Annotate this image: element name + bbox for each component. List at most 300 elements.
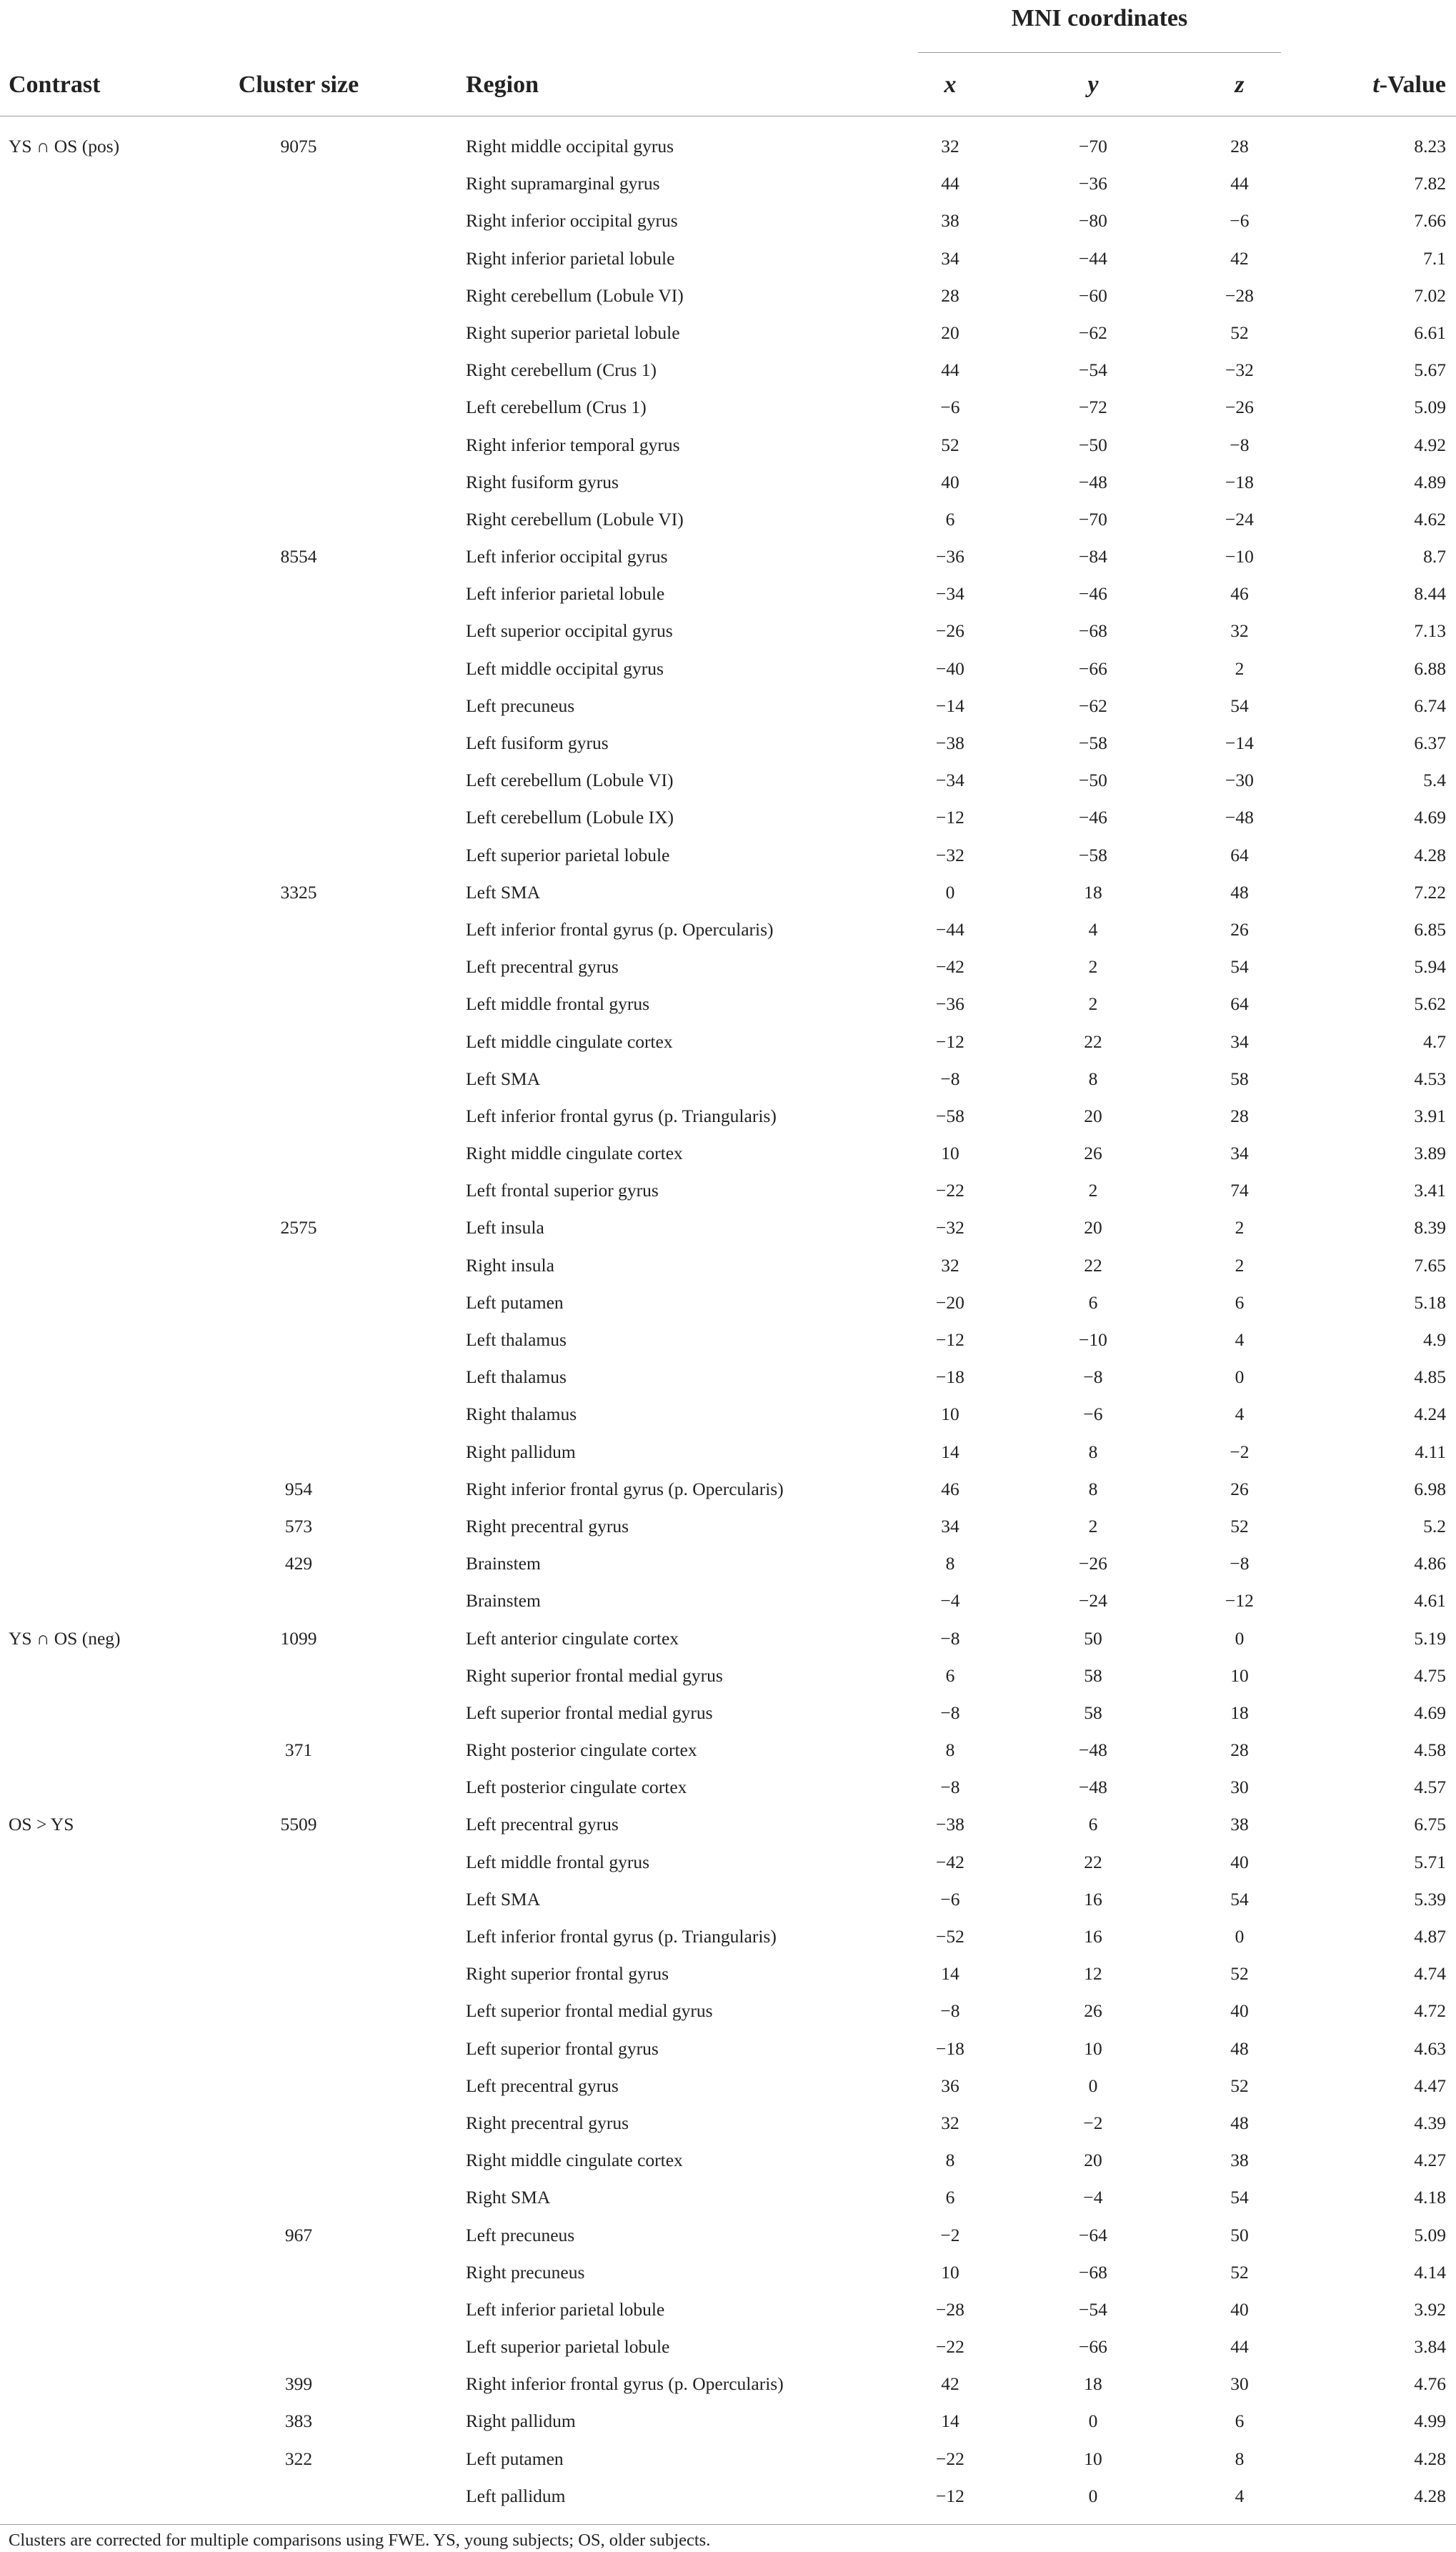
y-coordinate-cell: 0 bbox=[1088, 2485, 1098, 2506]
x-coordinate-cell: 28 bbox=[941, 284, 959, 306]
t-value-cell: 4.53 bbox=[1414, 1068, 1446, 1089]
cluster-size-cell: 967 bbox=[284, 2224, 313, 2245]
region-cell: Left cerebellum (Lobule VI) bbox=[466, 770, 674, 791]
z-coordinate-cell: 28 bbox=[1230, 1105, 1249, 1126]
z-coordinate-cell: 28 bbox=[1230, 136, 1249, 157]
region-cell: Left precuneus bbox=[466, 695, 575, 716]
y-coordinate-cell: 2 bbox=[1088, 1180, 1098, 1201]
y-coordinate-cell: 20 bbox=[1084, 1105, 1102, 1126]
t-value-cell: 3.84 bbox=[1414, 2336, 1446, 2358]
table-row bbox=[0, 472, 1456, 509]
table-row bbox=[0, 2000, 1456, 2037]
y-coordinate-cell: 8 bbox=[1088, 1068, 1098, 1089]
y-coordinate-cell: −46 bbox=[1079, 807, 1107, 828]
t-value-cell: 6.85 bbox=[1414, 918, 1446, 940]
table-row bbox=[0, 509, 1456, 546]
y-coordinate-cell: 26 bbox=[1084, 2000, 1102, 2022]
t-value-cell: 8.44 bbox=[1414, 583, 1446, 605]
table-row bbox=[0, 1963, 1456, 2000]
y-coordinate-cell: −58 bbox=[1079, 844, 1107, 865]
x-coordinate-cell: 32 bbox=[941, 136, 959, 157]
t-value-cell: 7.02 bbox=[1414, 284, 1446, 306]
z-coordinate-cell: 42 bbox=[1230, 247, 1249, 269]
t-value-cell: 4.28 bbox=[1414, 844, 1446, 865]
y-coordinate-cell: −36 bbox=[1079, 173, 1107, 194]
x-coordinate-cell: −18 bbox=[936, 1366, 964, 1388]
x-coordinate-cell: 52 bbox=[941, 434, 959, 455]
t-value-cell: 4.14 bbox=[1414, 2261, 1446, 2283]
t-value-cell: 4.99 bbox=[1414, 2411, 1446, 2432]
t-value-cell: 6.88 bbox=[1414, 657, 1446, 679]
table-row bbox=[0, 1329, 1456, 1366]
y-coordinate-cell: 10 bbox=[1084, 2037, 1102, 2059]
header-region: Region bbox=[466, 71, 539, 98]
t-value-cell: 4.72 bbox=[1414, 2000, 1446, 2022]
t-value-cell: 5.71 bbox=[1414, 1851, 1446, 1872]
region-cell: Left anterior cingulate cortex bbox=[466, 1627, 679, 1649]
table-row bbox=[0, 1031, 1456, 1068]
x-coordinate-cell: 46 bbox=[941, 1478, 959, 1499]
z-coordinate-cell: 28 bbox=[1230, 1739, 1249, 1761]
t-value-cell: 7.82 bbox=[1414, 173, 1446, 194]
table-row bbox=[0, 1143, 1456, 1180]
x-coordinate-cell: 8 bbox=[945, 1739, 955, 1761]
x-coordinate-cell: −8 bbox=[940, 1702, 960, 1723]
y-coordinate-cell: −48 bbox=[1079, 1739, 1107, 1761]
mni-group-rule bbox=[918, 52, 1281, 53]
t-value-cell: 4.61 bbox=[1414, 1590, 1446, 1612]
y-coordinate-cell: −48 bbox=[1079, 1777, 1107, 1798]
z-coordinate-cell: 44 bbox=[1230, 2336, 1249, 2358]
t-value-cell: 4.75 bbox=[1414, 1664, 1446, 1686]
y-coordinate-cell: −80 bbox=[1079, 210, 1107, 232]
table-row bbox=[0, 173, 1456, 210]
region-cell: Right inferior occipital gyrus bbox=[466, 210, 678, 232]
region-cell: Left thalamus bbox=[466, 1366, 567, 1388]
z-coordinate-cell: 4 bbox=[1235, 2485, 1245, 2506]
table-row bbox=[0, 1852, 1456, 1889]
x-coordinate-cell: −42 bbox=[936, 956, 964, 978]
x-coordinate-cell: −36 bbox=[936, 993, 964, 1015]
region-cell: Left middle frontal gyrus bbox=[466, 993, 650, 1015]
x-coordinate-cell: 10 bbox=[941, 1143, 959, 1164]
t-value-cell: 4.85 bbox=[1414, 1366, 1446, 1388]
table-row bbox=[0, 845, 1456, 882]
table-body bbox=[0, 136, 1456, 2523]
table-row bbox=[0, 2336, 1456, 2373]
x-coordinate-cell: −12 bbox=[936, 1329, 964, 1350]
y-coordinate-cell: 50 bbox=[1084, 1627, 1102, 1649]
z-coordinate-cell: 38 bbox=[1230, 1814, 1249, 1835]
table-row bbox=[0, 583, 1456, 620]
x-coordinate-cell: 32 bbox=[941, 2112, 959, 2133]
region-cell: Left putamen bbox=[466, 1291, 564, 1313]
header-y bbox=[1022, 71, 1165, 99]
region-cell: Right superior frontal medial gyrus bbox=[466, 1664, 723, 1686]
y-coordinate-cell: −26 bbox=[1079, 1553, 1107, 1574]
x-coordinate-cell: −28 bbox=[936, 2298, 964, 2320]
region-cell: Left superior frontal gyrus bbox=[466, 2037, 659, 2059]
t-value-cell: 4.89 bbox=[1414, 471, 1446, 492]
z-coordinate-cell: 34 bbox=[1230, 1031, 1249, 1052]
region-cell: Left inferior parietal lobule bbox=[466, 2298, 665, 2320]
x-coordinate-cell: −22 bbox=[936, 2336, 964, 2358]
region-cell: Right middle cingulate cortex bbox=[466, 2150, 683, 2171]
y-coordinate-cell: −48 bbox=[1079, 471, 1107, 492]
z-coordinate-cell: 52 bbox=[1230, 2261, 1249, 2283]
contrast-cell: YS ∩ OS (neg) bbox=[9, 1627, 121, 1649]
z-coordinate-cell: 4 bbox=[1235, 1329, 1245, 1350]
region-cell: Left superior frontal medial gyrus bbox=[466, 1702, 713, 1723]
t-value-cell: 5.19 bbox=[1414, 1627, 1446, 1649]
y-coordinate-cell: −50 bbox=[1079, 770, 1107, 791]
table-row bbox=[0, 2150, 1456, 2187]
region-cell: Right cerebellum (Crus 1) bbox=[466, 359, 657, 381]
x-coordinate-cell: −14 bbox=[936, 695, 964, 716]
x-coordinate-cell: −2 bbox=[940, 2224, 960, 2245]
t-value-cell: 4.92 bbox=[1414, 434, 1446, 455]
z-coordinate-cell: 74 bbox=[1230, 1180, 1249, 1201]
x-coordinate-cell: 36 bbox=[941, 2075, 959, 2096]
region-cell: Left middle occipital gyrus bbox=[466, 657, 664, 679]
x-coordinate-cell: −32 bbox=[936, 1217, 964, 1238]
z-coordinate-cell: −24 bbox=[1225, 508, 1254, 530]
z-coordinate-cell: 2 bbox=[1235, 1217, 1245, 1238]
x-coordinate-cell: 34 bbox=[941, 1515, 959, 1536]
y-coordinate-cell: 10 bbox=[1084, 2448, 1102, 2469]
region-cell: Left superior parietal lobule bbox=[466, 844, 670, 865]
t-value-cell: 4.28 bbox=[1414, 2448, 1446, 2469]
y-coordinate-cell: −60 bbox=[1079, 284, 1107, 306]
region-cell: Left middle frontal gyrus bbox=[466, 1851, 650, 1872]
y-coordinate-cell: −44 bbox=[1079, 247, 1107, 269]
z-coordinate-cell: 6 bbox=[1235, 1291, 1245, 1313]
footer-rule bbox=[0, 2524, 1456, 2525]
region-cell: Right posterior cingulate cortex bbox=[466, 1739, 697, 1761]
x-coordinate-cell: 14 bbox=[941, 2411, 959, 2432]
z-coordinate-cell: 52 bbox=[1230, 1515, 1249, 1536]
y-coordinate-cell: 0 bbox=[1088, 2411, 1098, 2432]
table-row bbox=[0, 2411, 1456, 2448]
y-coordinate-cell: 58 bbox=[1084, 1702, 1102, 1723]
region-cell: Left frontal superior gyrus bbox=[466, 1180, 659, 1201]
header-contrast: Contrast bbox=[9, 71, 101, 98]
t-value-cell: 4.69 bbox=[1414, 1702, 1446, 1723]
region-cell: Right superior frontal gyrus bbox=[466, 1963, 669, 1985]
table-row bbox=[0, 1926, 1456, 1963]
table-row bbox=[0, 956, 1456, 993]
t-value-cell: 6.98 bbox=[1414, 1478, 1446, 1499]
t-value-cell: 4.47 bbox=[1414, 2075, 1446, 2096]
cluster-size-cell: 573 bbox=[284, 1515, 313, 1536]
y-coordinate-cell: −2 bbox=[1083, 2112, 1103, 2133]
x-coordinate-cell: −22 bbox=[936, 2448, 964, 2469]
region-cell: Right cerebellum (Lobule VI) bbox=[466, 284, 684, 306]
region-cell: Left inferior frontal gyrus (p. Triangularis) bbox=[466, 1926, 777, 1947]
y-coordinate-cell: 2 bbox=[1088, 956, 1098, 978]
region-cell: Right thalamus bbox=[466, 1404, 577, 1425]
z-coordinate-cell: −28 bbox=[1225, 284, 1254, 306]
x-coordinate-cell: −42 bbox=[936, 1851, 964, 1872]
region-cell: Left pallidum bbox=[466, 2485, 566, 2506]
table-row bbox=[0, 1106, 1456, 1143]
t-value-cell: 5.09 bbox=[1414, 2224, 1446, 2245]
region-cell: Left middle cingulate cortex bbox=[466, 1031, 673, 1052]
z-coordinate-cell: −30 bbox=[1225, 770, 1254, 791]
header-x bbox=[879, 71, 1022, 99]
region-cell: Right supramarginal gyrus bbox=[466, 173, 660, 194]
table-row bbox=[0, 1777, 1456, 1814]
cluster-size-cell: 5509 bbox=[280, 1814, 317, 1835]
t-value-cell: 5.39 bbox=[1414, 1888, 1446, 1910]
cluster-size-cell: 399 bbox=[284, 2373, 313, 2395]
cluster-size-cell: 9075 bbox=[280, 136, 317, 157]
table-row bbox=[0, 546, 1456, 583]
z-coordinate-cell: 48 bbox=[1230, 881, 1249, 903]
x-coordinate-cell: −4 bbox=[940, 1590, 960, 1612]
table-row bbox=[0, 1441, 1456, 1479]
x-coordinate-cell: −32 bbox=[936, 844, 964, 865]
y-coordinate-cell: −50 bbox=[1079, 434, 1107, 455]
t-value-cell: 4.24 bbox=[1414, 1404, 1446, 1425]
y-coordinate-cell: −66 bbox=[1079, 657, 1107, 679]
table-row bbox=[0, 1068, 1456, 1106]
y-coordinate-cell: 12 bbox=[1084, 1963, 1102, 1985]
t-value-cell: 8.39 bbox=[1414, 1217, 1446, 1238]
region-cell: Left inferior frontal gyrus (p. Triangularis) bbox=[466, 1105, 777, 1126]
t-value-cell: 5.09 bbox=[1414, 397, 1446, 418]
y-coordinate-cell: −4 bbox=[1083, 2187, 1103, 2208]
y-coordinate-cell: −6 bbox=[1083, 1404, 1103, 1425]
region-cell: Left inferior occipital gyrus bbox=[466, 546, 668, 567]
y-coordinate-cell: 2 bbox=[1088, 993, 1098, 1015]
region-cell: Right precentral gyrus bbox=[466, 2112, 629, 2133]
table-row bbox=[0, 733, 1456, 770]
x-coordinate-cell: −34 bbox=[936, 770, 964, 791]
x-coordinate-cell: −12 bbox=[936, 1031, 964, 1052]
x-coordinate-cell: −36 bbox=[936, 546, 964, 567]
z-coordinate-cell: 18 bbox=[1230, 1702, 1249, 1723]
x-coordinate-cell: 42 bbox=[941, 2373, 959, 2395]
table-row bbox=[0, 248, 1456, 285]
y-coordinate-cell: −66 bbox=[1079, 2336, 1107, 2358]
t-value-cell: 4.28 bbox=[1414, 2485, 1446, 2506]
mni-coordinates-heading: MNI coordinates bbox=[1011, 5, 1188, 31]
header-t-italic: t bbox=[1372, 71, 1380, 98]
z-coordinate-cell: 34 bbox=[1230, 1143, 1249, 1164]
region-cell: Left fusiform gyrus bbox=[466, 733, 609, 753]
z-coordinate-cell: 40 bbox=[1230, 1851, 1249, 1872]
z-coordinate-cell: −12 bbox=[1225, 1590, 1254, 1612]
region-cell: Left SMA bbox=[466, 881, 541, 903]
table-row bbox=[0, 435, 1456, 472]
t-value-cell: 5.2 bbox=[1423, 1515, 1446, 1536]
header-z bbox=[1168, 71, 1311, 99]
y-coordinate-cell: −54 bbox=[1079, 2298, 1107, 2320]
region-cell: Left precuneus bbox=[466, 2224, 575, 2245]
x-coordinate-cell: 38 bbox=[941, 210, 959, 232]
table-row bbox=[0, 2299, 1456, 2336]
contrast-cell: YS ∩ OS (pos) bbox=[9, 136, 120, 157]
region-cell: Right inferior frontal gyrus (p. Opercularis) bbox=[466, 2373, 784, 2395]
x-coordinate-cell: −6 bbox=[940, 397, 960, 418]
table-row bbox=[0, 2187, 1456, 2224]
z-coordinate-cell: −48 bbox=[1225, 807, 1254, 828]
y-coordinate-cell: −54 bbox=[1079, 359, 1107, 381]
t-value-cell: 4.69 bbox=[1414, 807, 1446, 828]
t-value-cell: 6.61 bbox=[1414, 322, 1446, 343]
z-coordinate-cell: −6 bbox=[1230, 210, 1250, 232]
z-coordinate-cell: 52 bbox=[1230, 2075, 1249, 2096]
table-row bbox=[0, 1516, 1456, 1553]
table-row bbox=[0, 1292, 1456, 1329]
z-coordinate-cell: 54 bbox=[1230, 956, 1249, 978]
table-row bbox=[0, 1628, 1456, 1665]
t-value-cell: 7.1 bbox=[1423, 247, 1446, 269]
y-coordinate-cell: 26 bbox=[1084, 1143, 1102, 1164]
y-coordinate-cell: −62 bbox=[1079, 695, 1107, 716]
region-cell: Left thalamus bbox=[466, 1329, 567, 1350]
t-value-cell: 4.74 bbox=[1414, 1963, 1446, 1985]
contrast-cell: OS > YS bbox=[9, 1814, 74, 1835]
x-coordinate-cell: −8 bbox=[940, 1627, 960, 1649]
region-cell: Left putamen bbox=[466, 2448, 564, 2469]
y-coordinate-cell: 20 bbox=[1084, 2150, 1102, 2171]
t-value-cell: 7.66 bbox=[1414, 210, 1446, 232]
x-coordinate-cell: 10 bbox=[941, 1404, 959, 1425]
region-cell: Left SMA bbox=[466, 1068, 541, 1089]
x-coordinate-cell: 0 bbox=[945, 881, 955, 903]
x-coordinate-cell: 6 bbox=[945, 1664, 955, 1686]
table-row bbox=[0, 919, 1456, 956]
table-row bbox=[0, 1255, 1456, 1292]
table-row bbox=[0, 807, 1456, 844]
x-coordinate-cell: −8 bbox=[940, 1777, 960, 1798]
x-coordinate-cell: −20 bbox=[936, 1291, 964, 1313]
t-value-cell: 4.11 bbox=[1415, 1441, 1446, 1462]
y-coordinate-cell: −68 bbox=[1079, 620, 1107, 642]
region-cell: Right cerebellum (Lobule VI) bbox=[466, 508, 684, 530]
t-value-cell: 5.62 bbox=[1414, 993, 1446, 1015]
z-coordinate-cell: −8 bbox=[1230, 434, 1250, 455]
t-value-cell: 6.74 bbox=[1414, 695, 1446, 716]
t-value-cell: 4.76 bbox=[1414, 2373, 1446, 2395]
table-row bbox=[0, 1180, 1456, 1217]
t-value-cell: 6.37 bbox=[1414, 733, 1446, 753]
region-cell: Right inferior temporal gyrus bbox=[466, 434, 680, 455]
x-coordinate-cell: −44 bbox=[936, 918, 964, 940]
t-value-cell: 4.18 bbox=[1414, 2187, 1446, 2208]
table-row bbox=[0, 770, 1456, 807]
x-coordinate-cell: −22 bbox=[936, 1180, 964, 1201]
region-cell: Right fusiform gyrus bbox=[466, 471, 619, 492]
x-coordinate-cell: −26 bbox=[936, 620, 964, 642]
table-row bbox=[0, 1404, 1456, 1441]
x-coordinate-cell: −8 bbox=[940, 2000, 960, 2022]
table-row bbox=[0, 993, 1456, 1031]
table-row bbox=[0, 1553, 1456, 1590]
z-coordinate-cell: 54 bbox=[1230, 695, 1249, 716]
x-coordinate-cell: −58 bbox=[936, 1105, 964, 1126]
t-value-cell: 4.86 bbox=[1414, 1553, 1446, 1574]
z-coordinate-cell: 2 bbox=[1235, 1254, 1245, 1276]
y-coordinate-cell: −46 bbox=[1079, 583, 1107, 605]
z-coordinate-cell: 50 bbox=[1230, 2224, 1249, 2245]
z-coordinate-cell: 64 bbox=[1230, 993, 1249, 1015]
header-y-label: y bbox=[1087, 71, 1099, 98]
x-coordinate-cell: −38 bbox=[936, 733, 964, 753]
z-coordinate-cell: 0 bbox=[1235, 1926, 1245, 1947]
y-coordinate-cell: 6 bbox=[1088, 1291, 1098, 1313]
table-row bbox=[0, 620, 1456, 657]
z-coordinate-cell: −26 bbox=[1225, 397, 1254, 418]
y-coordinate-cell: −68 bbox=[1079, 2261, 1107, 2283]
z-coordinate-cell: 46 bbox=[1230, 583, 1249, 605]
t-value-cell: 4.62 bbox=[1414, 508, 1446, 530]
cluster-size-cell: 429 bbox=[284, 1553, 313, 1574]
y-coordinate-cell: −70 bbox=[1079, 508, 1107, 530]
x-coordinate-cell: 14 bbox=[941, 1963, 959, 1985]
y-coordinate-cell: 16 bbox=[1084, 1888, 1102, 1910]
table-row bbox=[0, 322, 1456, 359]
region-cell: Left precentral gyrus bbox=[466, 1814, 619, 1835]
z-coordinate-cell: 4 bbox=[1235, 1404, 1245, 1425]
table-row bbox=[0, 2075, 1456, 2112]
z-coordinate-cell: 0 bbox=[1235, 1627, 1245, 1649]
t-value-cell: 4.9 bbox=[1423, 1329, 1446, 1350]
z-coordinate-cell: 26 bbox=[1230, 1478, 1249, 1499]
table-row bbox=[0, 2225, 1456, 2262]
x-coordinate-cell: 8 bbox=[945, 1553, 955, 1574]
z-coordinate-cell: 10 bbox=[1230, 1664, 1249, 1686]
z-coordinate-cell: 54 bbox=[1230, 2187, 1249, 2208]
t-value-cell: 4.58 bbox=[1414, 1739, 1446, 1761]
region-cell: Right pallidum bbox=[466, 1441, 576, 1462]
t-value-cell: 7.13 bbox=[1414, 620, 1446, 642]
table-row bbox=[0, 2262, 1456, 2299]
header-z-label: z bbox=[1235, 71, 1245, 98]
region-cell: Left inferior frontal gyrus (p. Opercularis) bbox=[466, 918, 774, 940]
x-coordinate-cell: −6 bbox=[940, 1888, 960, 1910]
z-coordinate-cell: 40 bbox=[1230, 2000, 1249, 2022]
z-coordinate-cell: −18 bbox=[1225, 471, 1254, 492]
z-coordinate-cell: 52 bbox=[1230, 322, 1249, 343]
region-cell: Left inferior parietal lobule bbox=[466, 583, 665, 605]
cluster-size-cell: 2575 bbox=[280, 1217, 317, 1238]
t-value-cell: 5.67 bbox=[1414, 359, 1446, 381]
region-cell: Right inferior parietal lobule bbox=[466, 247, 675, 269]
table-row bbox=[0, 2038, 1456, 2075]
t-value-cell: 4.7 bbox=[1423, 1031, 1446, 1052]
t-value-cell: 4.27 bbox=[1414, 2150, 1446, 2171]
y-coordinate-cell: −64 bbox=[1079, 2224, 1107, 2245]
z-coordinate-cell: 48 bbox=[1230, 2037, 1249, 2059]
table-row bbox=[0, 1702, 1456, 1739]
t-value-cell: 8.23 bbox=[1414, 136, 1446, 157]
t-value-cell: 7.65 bbox=[1414, 1254, 1446, 1276]
region-cell: Brainstem bbox=[466, 1590, 541, 1612]
region-cell: Left superior frontal medial gyrus bbox=[466, 2000, 713, 2022]
cluster-size-cell: 8554 bbox=[280, 546, 317, 567]
y-coordinate-cell: 58 bbox=[1084, 1664, 1102, 1686]
z-coordinate-cell: 38 bbox=[1230, 2150, 1249, 2171]
y-coordinate-cell: −8 bbox=[1083, 1366, 1103, 1388]
t-value-cell: 3.89 bbox=[1414, 1143, 1446, 1164]
x-coordinate-cell: 32 bbox=[941, 1254, 959, 1276]
y-coordinate-cell: 8 bbox=[1088, 1441, 1098, 1462]
table-row bbox=[0, 359, 1456, 397]
t-value-cell: 5.4 bbox=[1423, 770, 1446, 791]
